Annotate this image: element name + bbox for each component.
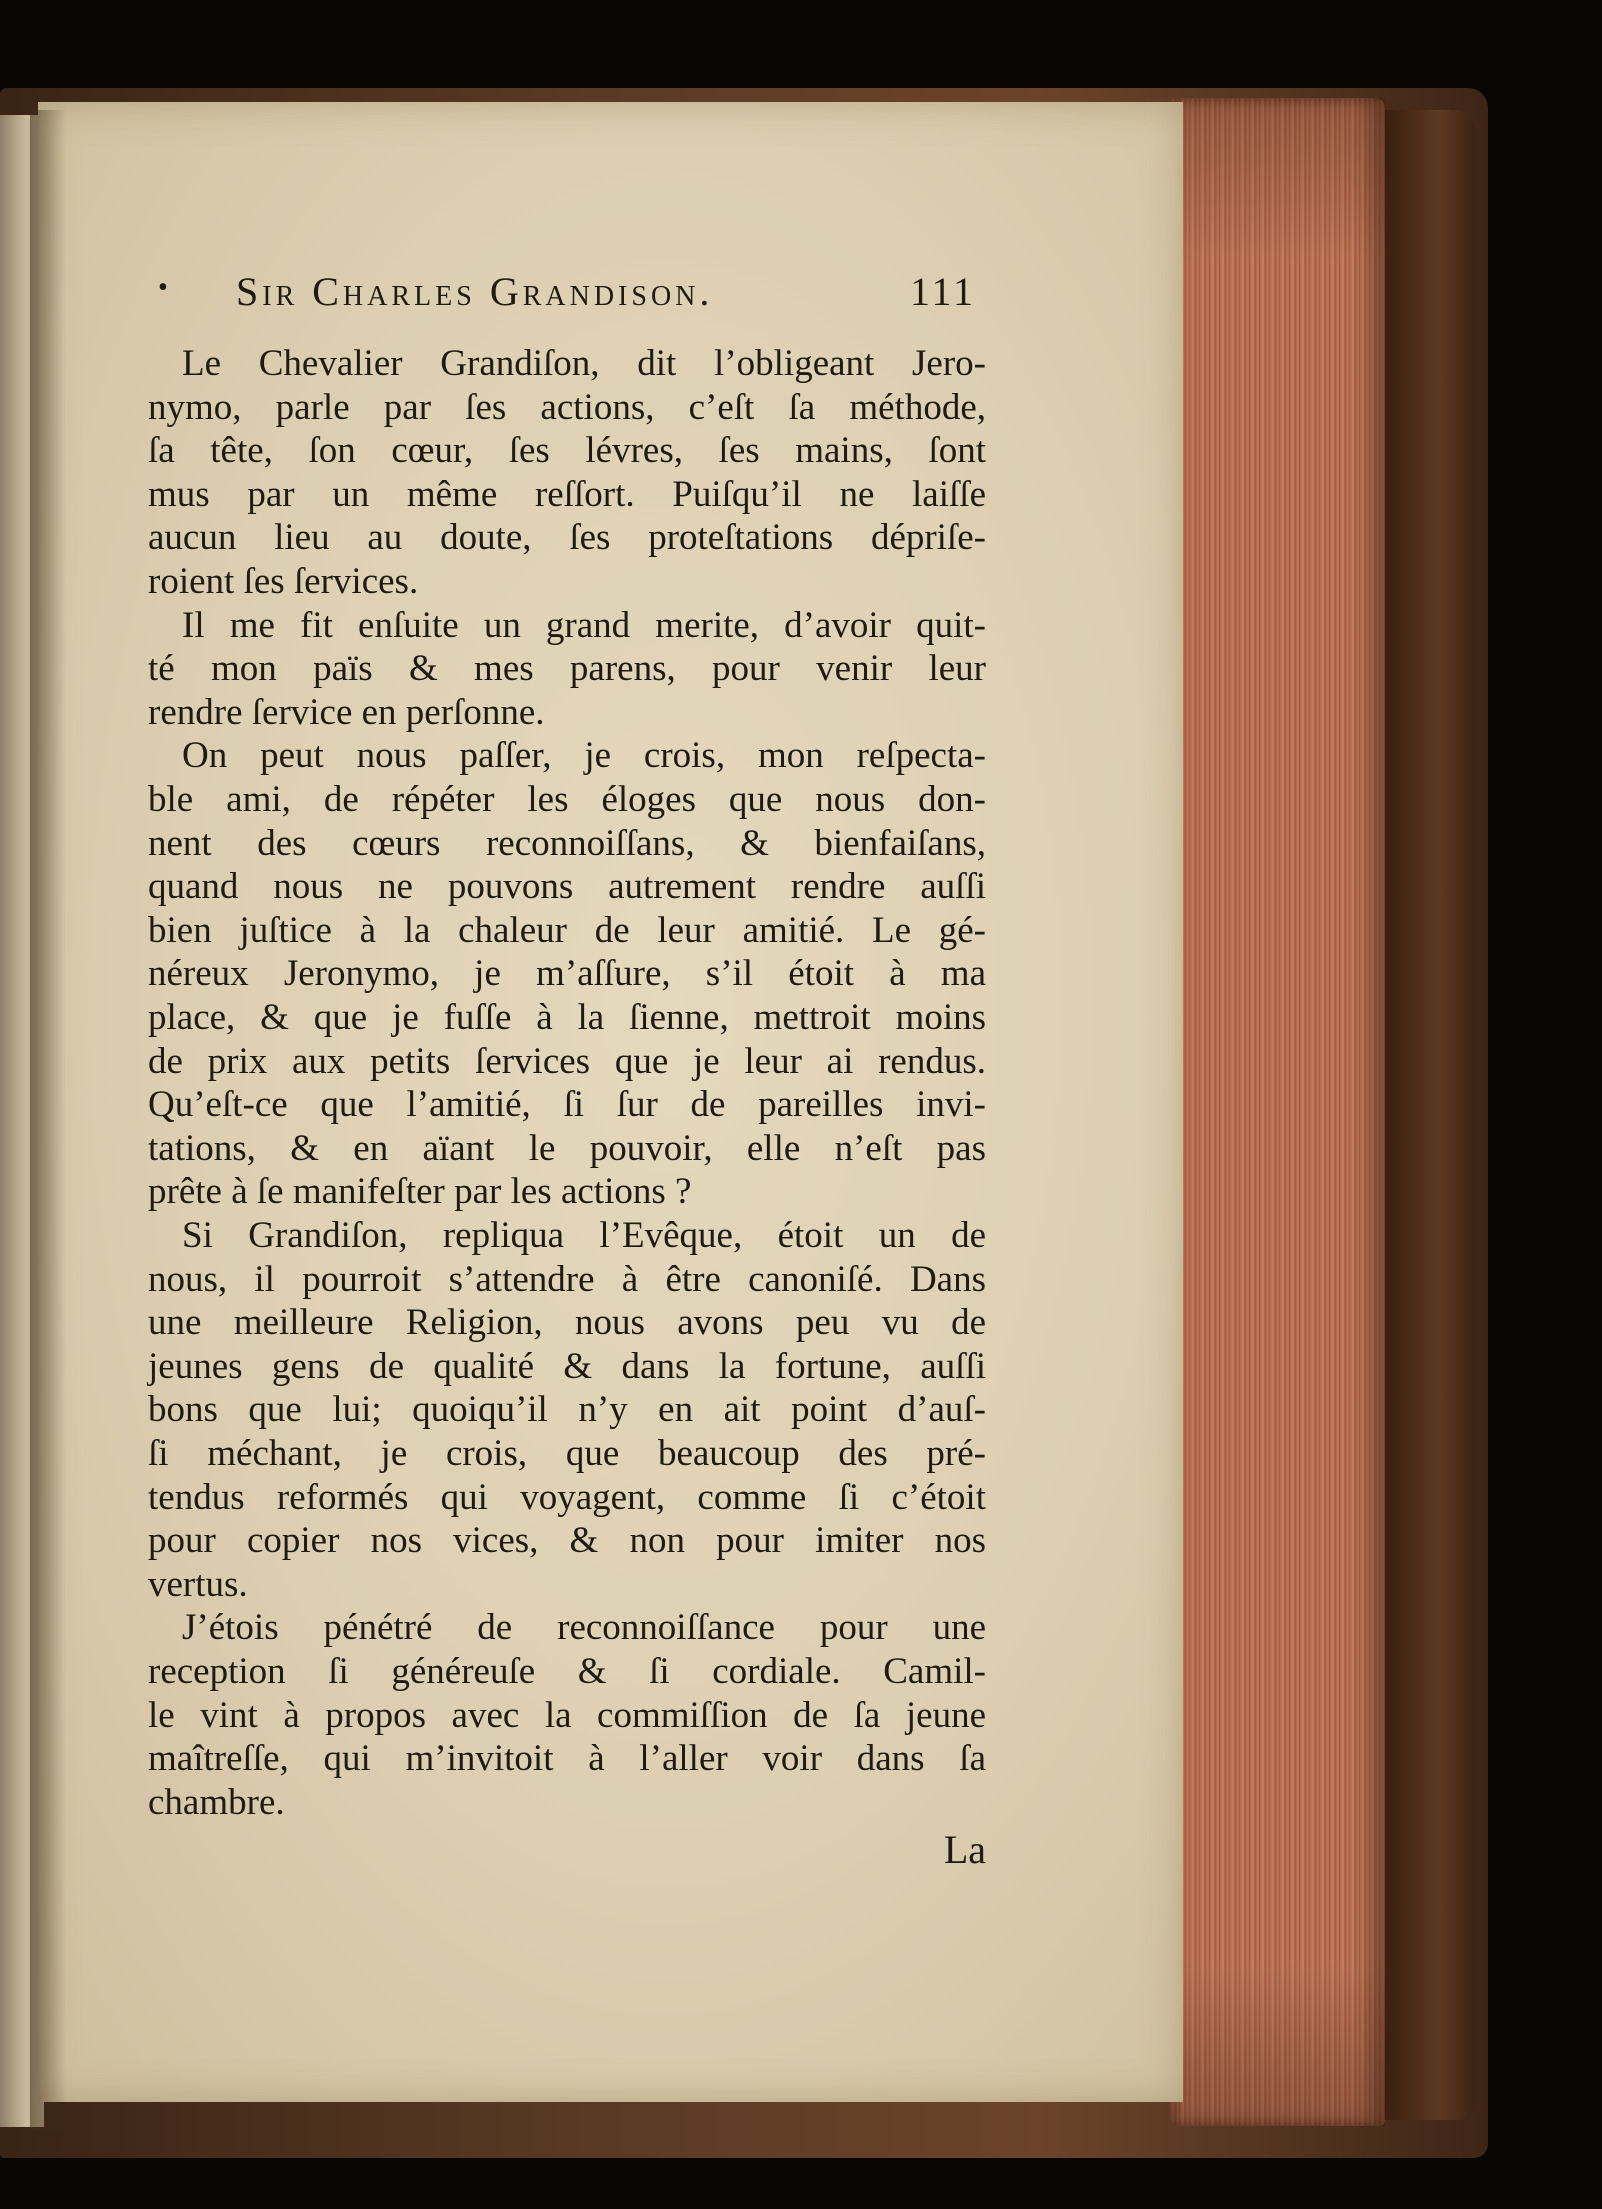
text-line: vertus. (148, 1563, 248, 1605)
text-line: mus par un même reſſort. Puiſqu’il ne laiſſe (148, 473, 986, 515)
text-line: de prix aux petits ſervices que je leur ai rendus. (148, 1040, 986, 1082)
text-line: le vint à propos avec la commiſſion de ſa jeune (148, 1694, 986, 1736)
text-line: quand nous ne pouvons autrement rendre auſſi (148, 866, 986, 908)
text-line: prête à ſe manifeſter par les actions ? (148, 1171, 692, 1213)
text-line: ſa tête, ſon cœur, ſes lévres, ſes mains, ſont (148, 430, 986, 472)
text-line: J’étois pénétré de reconnoiſſance pour une (182, 1607, 986, 1649)
text-line: bien juſtice à la chaleur de leur amitié. Le gé- (148, 909, 986, 951)
text-line: une meilleure Religion, nous avons peu vu de (148, 1302, 986, 1344)
text-line: jeunes gens de qualité & dans la fortune, auſſi (148, 1345, 986, 1387)
text-line: place, & que je fuſſe à la ſienne, mettroit moins (148, 997, 986, 1038)
text-line: néreux Jeronymo, je m’aſſure, s’il étoit à ma (148, 953, 986, 995)
running-head-marker: • (158, 272, 170, 303)
running-head (148, 268, 986, 320)
text-line: Qu’eſt-ce que l’amitié, ſi ſur de pareilles invi- (148, 1084, 986, 1126)
text-line: té mon païs & mes parens, pour venir leur (148, 648, 986, 690)
text-line: nous, il pourroit s’attendre à être canoniſé. Dans (148, 1258, 986, 1300)
text-line: ſi méchant, je crois, que beaucoup des pré- (148, 1433, 986, 1474)
text-line: aucun lieu au doute, ſes proteſtations dépriſe- (148, 517, 986, 559)
book-board-edge (1385, 110, 1475, 2120)
text-line: tendus reformés qui voyagent, comme ſi c’étoit (148, 1476, 986, 1518)
text-line: bons que lui; quoiqu’il n’y en ait point d’auſ- (148, 1389, 986, 1431)
text-line: Le Chevalier Grandiſon, dit l’obligeant Jero- (182, 343, 986, 384)
page-number: 111 (909, 269, 976, 314)
text-line: pour copier nos vices, & non pour imiter nos (148, 1520, 986, 1562)
text-line: On peut nous paſſer, je crois, mon reſpecta- (182, 735, 986, 777)
gutter-shadow (30, 110, 66, 2130)
text-line: nymo, parle par ſes actions, c’eſt ſa méthode, (148, 386, 986, 428)
text-line: chambre. (148, 1781, 285, 1823)
text-line: tations, & en aïant le pouvoir, elle n’eſt pas (148, 1127, 986, 1169)
running-head-title: Sir Charles Grandison. (236, 269, 714, 314)
catchword: La (943, 1827, 986, 1873)
text-line: ble ami, de répéter les éloges que nous don- (148, 779, 986, 820)
text-line: nent des cœurs reconnoiſſans, & bienfaiſans, (148, 822, 986, 864)
text-line: reception ſi généreuſe & ſi cordiale. Camil- (148, 1651, 986, 1692)
text-line: roient ſes ſervices. (148, 561, 419, 602)
text-line: Si Grandiſon, repliqua l’Evêque, étoit un de (182, 1215, 986, 1256)
text-line: maîtreſſe, qui m’invitoit à l’aller voir dans ſa (148, 1738, 986, 1780)
page-fore-edges (1170, 98, 1385, 2126)
text-line: Il me fit enſuite un grand merite, d’avoir quit- (182, 604, 986, 646)
text-line: rendre ſervice en perſonne. (148, 691, 545, 733)
